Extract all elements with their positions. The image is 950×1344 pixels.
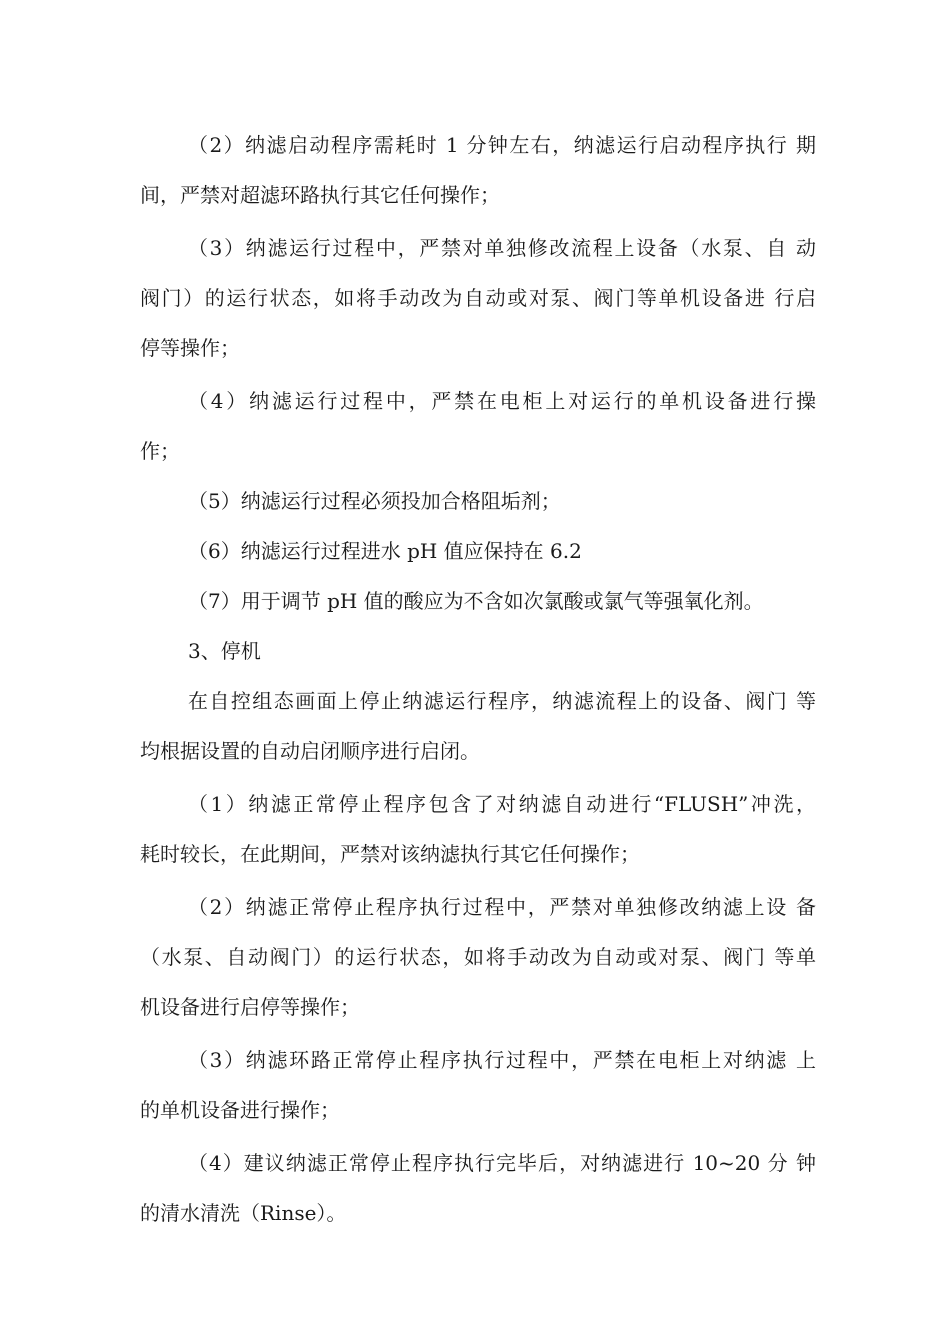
paragraph-line: 机设备进行启停等操作；: [140, 995, 360, 1019]
paragraph-line: （4）建议纳滤正常停止程序执行完毕后，对纳滤进行 10~20 分 钟: [188, 1151, 816, 1175]
paragraph-line: （4）纳滤运行过程中，严禁在电柜上对运行的单机设备进行操: [188, 389, 816, 413]
paragraph-line: 均根据设置的自动启闭顺序进行启闭。: [140, 739, 480, 763]
paragraph-line: （6）纳滤运行过程进水 pH 值应保持在 6.2: [188, 539, 582, 563]
paragraph-line: 停等操作；: [140, 336, 240, 360]
paragraph-line: （3）纳滤运行过程中，严禁对单独修改流程上设备（水泵、自 动: [188, 236, 816, 260]
paragraph-line: （7）用于调节 pH 值的酸应为不含如次氯酸或氯气等强氧化剂。: [188, 589, 764, 613]
paragraph-line: 在自控组态画面上停止纳滤运行程序，纳滤流程上的设备、阀门 等: [188, 689, 816, 713]
document-page: [140, 120, 816, 1238]
paragraph-line: 作；: [140, 439, 180, 463]
paragraph-line: 的单机设备进行操作；: [140, 1098, 340, 1122]
paragraph-line: 的清水清洗（Rinse）。: [140, 1201, 347, 1225]
paragraph-line: （5）纳滤运行过程必须投加合格阻垢剂；: [188, 489, 561, 513]
paragraph-line: （水泵、自动阀门）的运行状态，如将手动改为自动或对泵、阀门 等单: [140, 945, 816, 969]
paragraph-line: （2）纳滤正常停止程序执行过程中，严禁对单独修改纳滤上设 备: [188, 895, 816, 919]
paragraph-line: （1）纳滤正常停止程序包含了对纳滤自动进行“FLUSH”冲洗，: [188, 792, 816, 816]
paragraph-line: 间，严禁对超滤环路执行其它任何操作；: [140, 183, 500, 207]
paragraph-line: （3）纳滤环路正常停止程序执行过程中，严禁在电柜上对纳滤 上: [188, 1048, 816, 1072]
paragraph-line: （2）纳滤启动程序需耗时 1 分钟左右，纳滤运行启动程序执行 期: [188, 133, 816, 157]
section-heading: 3、停机: [188, 639, 261, 663]
paragraph-line: 耗时较长，在此期间，严禁对该纳滤执行其它任何操作；: [140, 842, 640, 866]
paragraph-line: 阀门）的运行状态，如将手动改为自动或对泵、阀门等单机设备进 行启: [140, 286, 816, 310]
